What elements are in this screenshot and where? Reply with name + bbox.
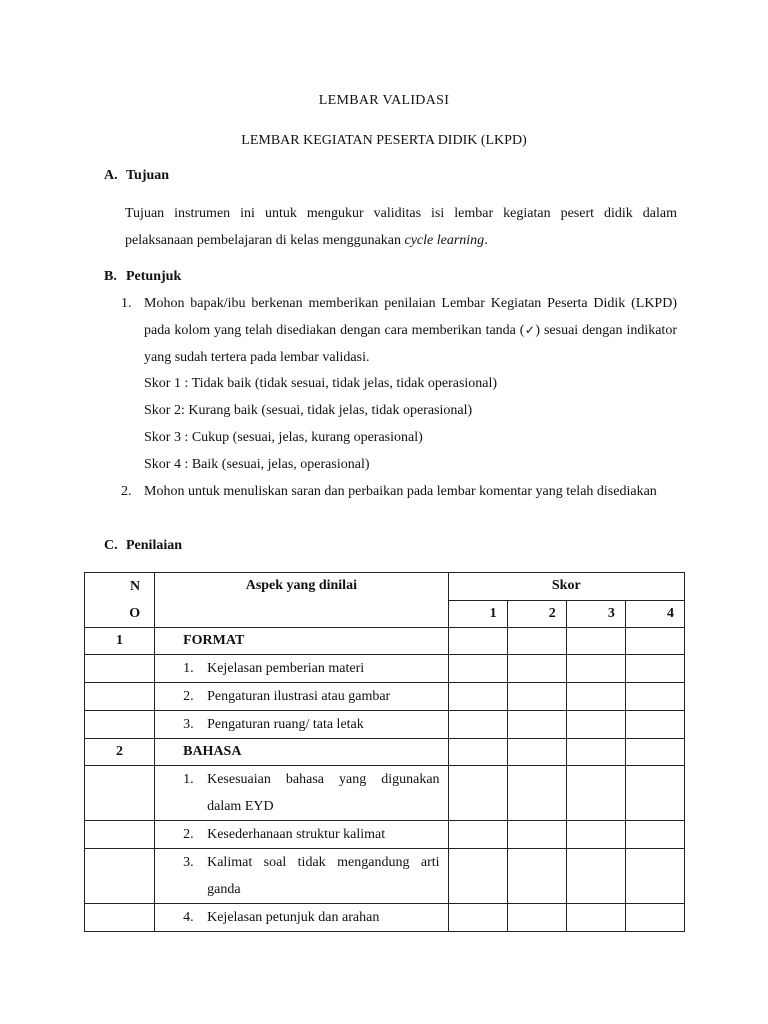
score-cell[interactable]	[448, 739, 507, 766]
score-col-1: 1	[448, 601, 507, 628]
instruction-1-text-after: ) sesuai dengan indikator yang sudah tertera pada lembar validasi.	[144, 323, 677, 365]
score-cell[interactable]	[625, 821, 684, 849]
aspect-item-number: 3.	[183, 855, 194, 870]
section-c-heading	[104, 538, 182, 554]
score-cell[interactable]	[507, 683, 566, 711]
score-cell[interactable]	[448, 628, 507, 655]
score-cell[interactable]	[507, 711, 566, 739]
score-cell[interactable]	[625, 766, 684, 821]
no-cell	[85, 849, 155, 904]
score-cell[interactable]	[625, 628, 684, 655]
score-cell[interactable]	[566, 739, 625, 766]
aspect-item	[155, 655, 448, 683]
category-row	[85, 739, 685, 766]
no-cell	[85, 655, 155, 683]
score-cell[interactable]	[625, 655, 684, 683]
score-col-3: 3	[566, 601, 625, 628]
no-cell	[85, 821, 155, 849]
section-a-heading	[104, 168, 169, 184]
score-line-2: Skor 2: Kurang baik (sesuai, tidak jelas, tidak operasional)	[144, 403, 473, 418]
section-b-title: Petunjuk	[126, 269, 182, 284]
document-subtitle: LEMBAR KEGIATAN PESERTA DIDIK (LKPD)	[241, 133, 527, 148]
aspect-item	[155, 766, 448, 821]
aspect-item-text: Kesesuaian bahasa yang digunakan dalam EYD	[207, 772, 440, 814]
score-cell[interactable]	[566, 849, 625, 904]
aspect-item	[155, 821, 448, 849]
header-score: Skor	[448, 573, 684, 601]
score-line-3: Skor 3 : Cukup (sesuai, jelas, kurang operasional)	[144, 430, 423, 445]
instruction-2-text: Mohon untuk menuliskan saran dan perbaikan pada lembar komentar yang telah disediakan	[144, 484, 657, 499]
table-header-row	[85, 573, 685, 601]
aspect-item	[155, 849, 448, 904]
score-cell[interactable]	[566, 821, 625, 849]
table-row	[85, 711, 685, 739]
score-cell[interactable]	[448, 711, 507, 739]
category-name: BAHASA	[155, 739, 448, 766]
score-cell[interactable]	[448, 683, 507, 711]
instruction-1-text	[144, 290, 677, 371]
score-cell[interactable]	[566, 683, 625, 711]
score-cell[interactable]	[507, 739, 566, 766]
score-cell[interactable]	[625, 683, 684, 711]
score-cell[interactable]	[625, 904, 684, 932]
document-title: LEMBAR VALIDASI	[318, 93, 450, 108]
no-cell	[85, 711, 155, 739]
table-row	[85, 655, 685, 683]
aspect-item	[155, 904, 448, 932]
score-cell[interactable]	[507, 821, 566, 849]
category-row	[85, 628, 685, 655]
section-c-letter: C.	[104, 538, 118, 553]
score-cell[interactable]	[448, 821, 507, 849]
aspect-item-number: 2.	[183, 827, 194, 842]
score-cell[interactable]	[507, 655, 566, 683]
score-cell[interactable]	[448, 766, 507, 821]
aspect-item-number: 4.	[183, 910, 194, 925]
aspect-item-text: Pengaturan ilustrasi atau gambar	[207, 689, 391, 704]
checkmark-icon: ✓	[524, 323, 536, 337]
section-a-italic-text: cycle learning	[404, 233, 485, 248]
section-c-title: Penilaian	[126, 538, 183, 553]
table-row	[85, 849, 685, 904]
table-row	[85, 904, 685, 932]
score-cell[interactable]	[507, 628, 566, 655]
section-a-text-end: .	[484, 233, 488, 248]
aspect-item-number: 1.	[183, 772, 194, 787]
score-cell[interactable]	[625, 739, 684, 766]
score-col-4: 4	[625, 601, 684, 628]
aspect-item-text: Kejelasan petunjuk dan arahan	[207, 910, 380, 925]
aspect-item-text: Pengaturan ruang/ tata letak	[207, 717, 364, 732]
header-no-line-1: N	[129, 579, 141, 594]
aspect-item-number: 1.	[183, 661, 194, 676]
header-no	[85, 573, 155, 628]
score-cell[interactable]	[507, 849, 566, 904]
aspect-item-number: 2.	[183, 689, 194, 704]
score-cell[interactable]	[566, 766, 625, 821]
table-row	[85, 766, 685, 821]
score-cell[interactable]	[566, 711, 625, 739]
section-a-title: Tujuan	[126, 168, 170, 183]
category-name: FORMAT	[155, 628, 448, 655]
instruction-1-text-before: Mohon bapak/ibu berkenan memberikan penilaian Lembar Kegiatan Peserta Didik (LKPD) pada kolom yang telah disediakan dengan cara memberikan tanda (	[144, 296, 677, 338]
section-a-text: Tujuan instrumen ini untuk mengukur validitas isi lembar kegiatan pesert didik dalam pelaksanaan pembelajaran di kelas menggunakan	[125, 206, 677, 248]
table-row	[85, 683, 685, 711]
score-cell[interactable]	[448, 655, 507, 683]
no-cell	[85, 766, 155, 821]
instruction-1-number: 1.	[121, 296, 132, 311]
score-cell[interactable]	[448, 849, 507, 904]
score-col-2: 2	[507, 601, 566, 628]
category-number: 2	[85, 739, 155, 766]
section-a-paragraph	[125, 200, 677, 254]
score-cell[interactable]	[566, 655, 625, 683]
score-line-4: Skor 4 : Baik (sesuai, jelas, operasional)	[144, 457, 370, 472]
score-cell[interactable]	[507, 766, 566, 821]
score-cell[interactable]	[625, 711, 684, 739]
aspect-item-number: 3.	[183, 717, 194, 732]
header-aspect: Aspek yang dinilai	[155, 573, 448, 628]
score-cell[interactable]	[566, 628, 625, 655]
category-number: 1	[85, 628, 155, 655]
score-cell[interactable]	[625, 849, 684, 904]
score-line-1: Skor 1 : Tidak baik (tidak sesuai, tidak jelas, tidak operasional)	[144, 376, 498, 391]
score-cell[interactable]	[448, 904, 507, 932]
aspect-item	[155, 683, 448, 711]
header-no-line-2: O	[129, 606, 141, 621]
no-cell	[85, 683, 155, 711]
section-b-heading	[104, 269, 181, 285]
section-a-letter: A.	[104, 168, 118, 183]
section-b-letter: B.	[104, 269, 117, 284]
instruction-2-number: 2.	[121, 484, 132, 499]
aspect-item	[155, 711, 448, 739]
assessment-table	[84, 572, 685, 932]
aspect-item-text: Kesederhanaan struktur kalimat	[207, 827, 386, 842]
score-cell[interactable]	[507, 904, 566, 932]
table-row	[85, 821, 685, 849]
score-cell[interactable]	[566, 904, 625, 932]
no-cell	[85, 904, 155, 932]
aspect-item-text: Kalimat soal tidak mengandung arti ganda	[207, 855, 440, 897]
aspect-item-text: Kejelasan pemberian materi	[207, 661, 365, 676]
